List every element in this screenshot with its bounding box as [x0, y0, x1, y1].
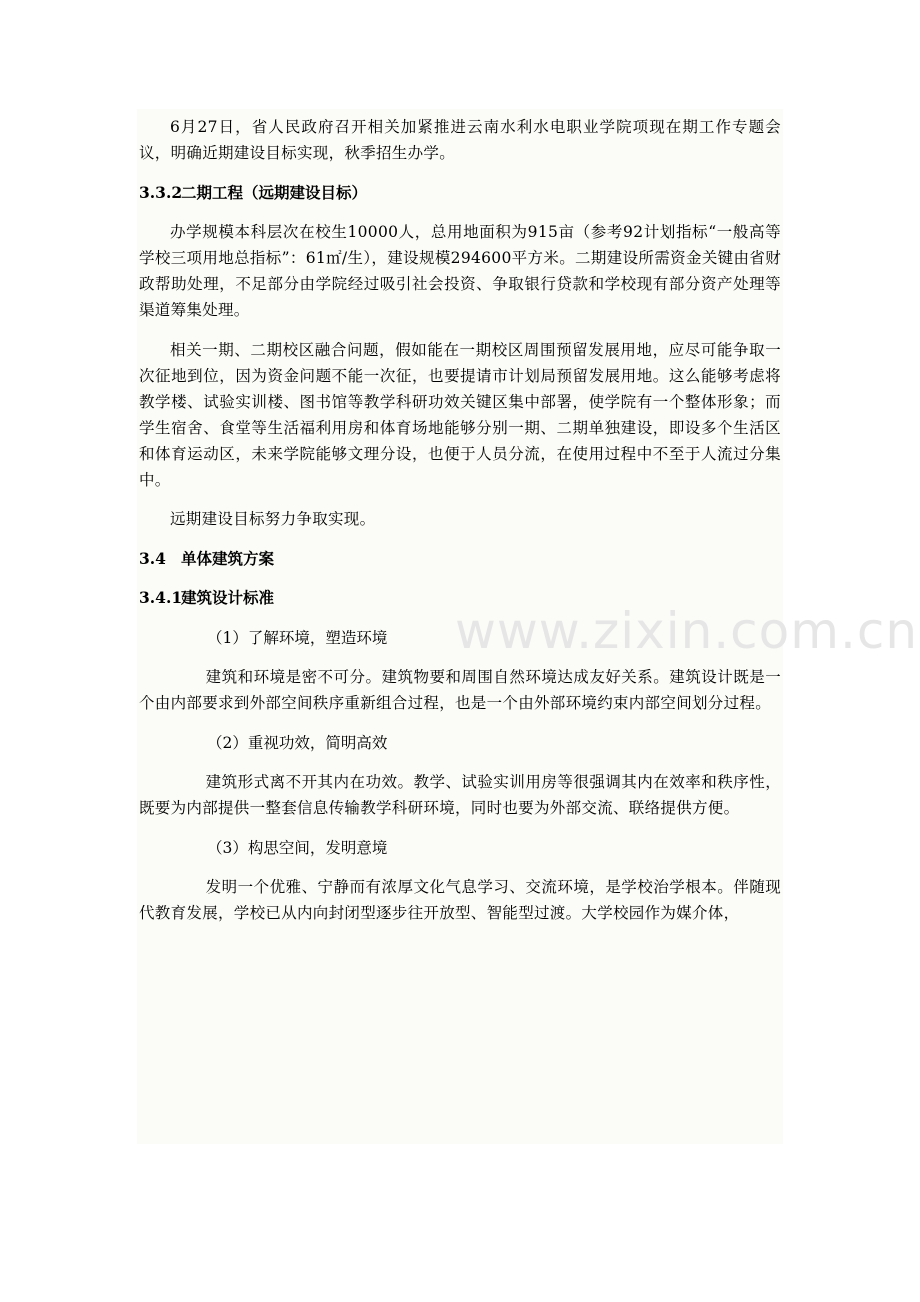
heading-title: 二期工程（远期建设目标）	[181, 182, 368, 202]
subheading-space: （3）构思空间，发明意境	[207, 838, 388, 857]
document-body	[139, 114, 781, 940]
heading-3-4	[139, 546, 781, 572]
heading-title: 建筑设计标准	[181, 588, 275, 607]
heading-3-3-2	[139, 180, 781, 206]
paragraph-integration: 相关一期、二期校区融合问题，假如能在一期校区周围预留发展用地，应尽可能争取一次征地到位，因为资金问题不能一次征，也要提请市计划局预留发展用地。这么能够考虑将教学楼、试验实训楼、图书馆等教学科研功效关键区集中部署，使学院有一个整体形象；而学生宿舍、食堂等生活福利用房和体育场地能够分别一期、二期单独建设，即设多个生活区和体育运动区，未来学院能够文理分设，也便于人员分流，在使用过程中不至于人流过分集中。	[139, 340, 781, 489]
heading-number: 3.4	[139, 548, 166, 568]
watermark-text: www.zixin.com.cn	[455, 602, 919, 660]
heading-number: 3.4.1	[139, 588, 183, 607]
heading-number: 3.3.2	[139, 182, 183, 202]
paragraph-meeting: 6月27日，省人民政府召开相关加紧推进云南水利水电职业学院项现在期工作专题会议，明确近期建设目标实现，秋季招生办学。	[139, 118, 781, 162]
paragraph-environment: 建筑和环境是密不可分。建筑物要和周围自然环境达成友好关系。建筑设计既是一个由内部要求到外部空间秩序重新组合过程，也是一个由外部环境约束内部空间划分过程。	[139, 668, 781, 712]
heading-title: 单体建筑方案	[181, 548, 275, 568]
subheading-function: （2）重视功效，简明高效	[207, 733, 388, 752]
paragraph-space: 发明一个优雅、宁静而有浓厚文化气息学习、交流环境，是学校治学根本。伴随现代教育发展，学校已从内向封闭型逐步往开放型、智能型过渡。大学校园作为媒介体，	[139, 878, 781, 922]
paragraph-scale: 办学规模本科层次在校生10000人，总用地面积为915亩（参考92计划指标“一般高等学校三项用地总指标”：61㎡/生），建设规模294600平方米。二期建设所需资金关键由省财政帮助处理，不足部分由学院经过吸引社会投资、争取银行贷款和学校现有部分资产处理等渠道筹集处理。	[139, 223, 781, 319]
paragraph-goal: 远期建设目标努力争取实现。	[170, 510, 376, 528]
paragraph-function: 建筑形式离不开其内在功效。教学、试验实训用房等很强调其内在效率和秩序性，既要为内部提供一整套信息传输教学科研环境，同时也要为外部交流、联络提供方便。	[139, 773, 781, 817]
subheading-environment: （1）了解环境，塑造环境	[207, 628, 388, 647]
